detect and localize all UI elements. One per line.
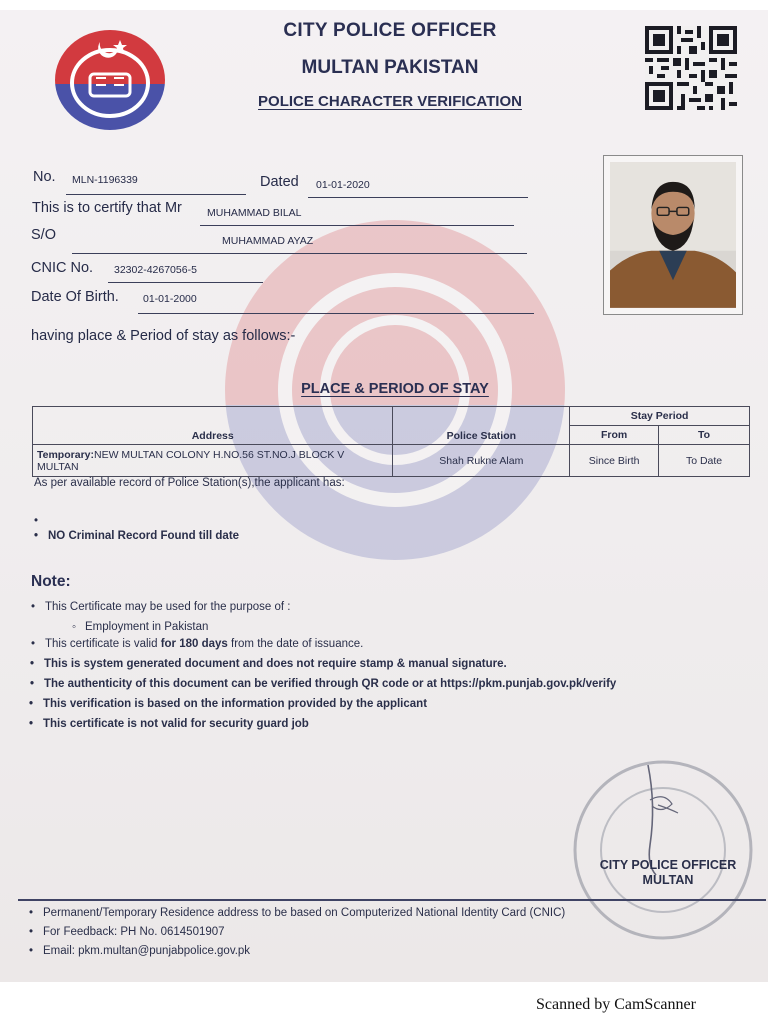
note-purpose-employment: ◦ Employment in Pakistan xyxy=(85,621,208,633)
footer-residence-note: • Permanent/Temporary Residence address to be based on Computerized National Identity Card (CNIC) xyxy=(43,907,565,919)
no-label: No. xyxy=(33,169,56,185)
scanner-watermark: Scanned by CamScanner xyxy=(536,996,696,1013)
dated-underline xyxy=(308,197,528,198)
father-underline xyxy=(72,253,527,254)
table-row xyxy=(33,445,750,477)
cnic-underline xyxy=(108,282,263,283)
note-validity xyxy=(45,638,363,650)
stay-table-header-row xyxy=(33,407,750,426)
to-header: To xyxy=(659,426,750,445)
note-based-on: • This verification is based on the information provided by the applicant xyxy=(43,698,427,710)
from-cell: Since Birth xyxy=(570,445,659,477)
signatory-line-1: CITY POLICE OFFICER xyxy=(599,858,737,872)
stay-intro: having place & Period of stay as follows:- xyxy=(31,328,296,344)
dob-label: Date Of Birth. xyxy=(31,289,119,305)
issuer-title: CITY POLICE OFFICER xyxy=(283,20,497,41)
criminal-record-finding: • NO Criminal Record Found till date xyxy=(48,530,239,542)
verification-qr-code[interactable] xyxy=(645,26,737,110)
dob-underline xyxy=(138,313,534,314)
father-name: MUHAMMAD AYAZ xyxy=(222,235,314,247)
applicant-portrait-icon xyxy=(610,162,736,308)
address-type: Temporary: xyxy=(37,448,94,461)
certify-label: This is to certify that Mr xyxy=(32,200,182,216)
cnic-label: CNIC No. xyxy=(31,260,94,276)
to-cell: To Date xyxy=(659,445,750,477)
applicant-name: MUHAMMAD BILAL xyxy=(207,207,302,219)
address-header: Address xyxy=(33,407,393,445)
note-validity-pre: This certificate is valid xyxy=(45,638,161,650)
stay-table xyxy=(32,406,750,477)
date-of-birth: 01-01-2000 xyxy=(143,293,197,305)
name-underline xyxy=(200,225,514,226)
note-title: Note: xyxy=(31,573,71,590)
dated-label: Dated xyxy=(260,174,299,190)
note-authenticity: • The authenticity of this document can be verified through QR code or at https://pkm.punjab.gov.pk/verify xyxy=(44,678,616,690)
certificate-page xyxy=(0,10,768,982)
so-label: S/O xyxy=(31,227,56,243)
document-title xyxy=(140,93,640,110)
signatory-title xyxy=(580,858,756,888)
certificate-number: MLN-1196339 xyxy=(72,174,138,186)
signatory-line-2: MULTAN xyxy=(642,873,694,887)
cnic-number: 32302-4267056-5 xyxy=(114,264,197,276)
police-station-cell: Shah Rukne Alam xyxy=(393,445,570,477)
police-station-header: Police Station xyxy=(393,407,570,445)
footer-email: • Email: pkm.multan@punjabpolice.gov.pk xyxy=(43,945,250,957)
applicant-photo xyxy=(603,155,743,315)
from-header: From xyxy=(570,426,659,445)
no-underline xyxy=(66,194,246,195)
note-system-generated: • This is system generated document and does not require stamp & manual signature. xyxy=(44,658,507,670)
official-seal-icon xyxy=(558,755,758,940)
document-title-text: POLICE CHARACTER VERIFICATION xyxy=(258,93,522,110)
stay-section-title-text: PLACE & PERIOD OF STAY xyxy=(301,381,489,397)
stay-section-title xyxy=(200,381,590,397)
address-text: NEW MULTAN COLONY H.NO.56 ST.NO.J BLOCK V MULTAN xyxy=(37,448,345,473)
note-validity-post: from the date of issuance. xyxy=(227,638,364,650)
record-intro: As per available record of Police Station(s),the applicant has: xyxy=(34,477,345,489)
stay-period-header: Stay Period xyxy=(570,407,750,426)
issuer-location: MULTAN PAKISTAN xyxy=(301,57,479,78)
issue-date: 01-01-2020 xyxy=(316,179,370,191)
footer-divider xyxy=(18,899,766,901)
address-cell xyxy=(33,445,393,477)
note-validity-days: for 180 days xyxy=(160,638,228,650)
punjab-police-logo-icon xyxy=(52,28,168,132)
note-purpose: • This Certificate may be used for the purpose of : xyxy=(45,601,290,613)
footer-feedback: • For Feedback: PH No. 0614501907 xyxy=(43,926,225,938)
note-not-valid: • This certificate is not valid for security guard job xyxy=(43,718,309,730)
